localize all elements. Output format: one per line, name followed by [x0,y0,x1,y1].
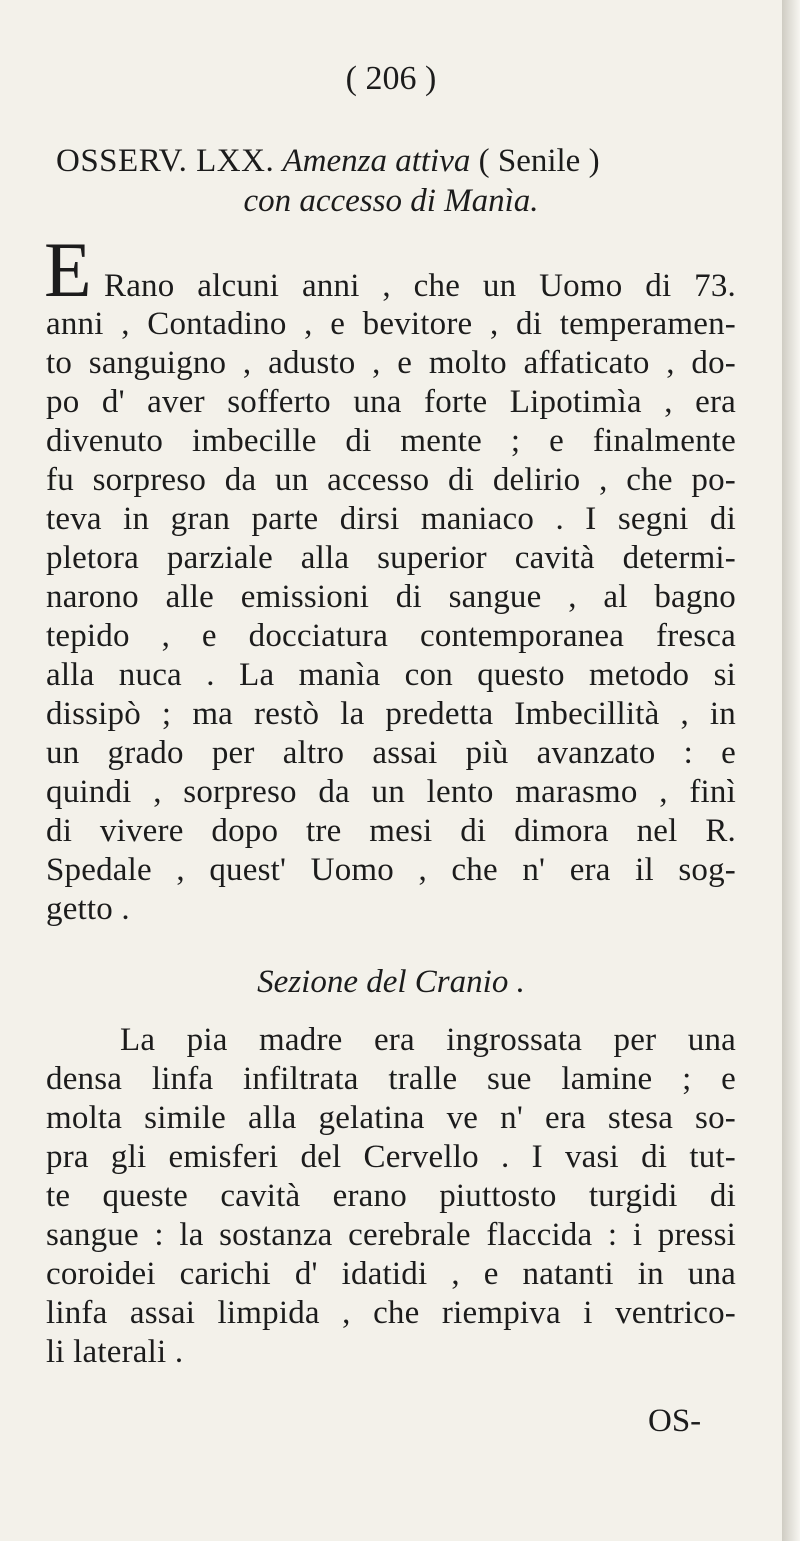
text-line: pletora parziale alla superior cavità determi- [46,540,736,576]
text-line: coroidei carichi d' idatidi , e natanti in una [46,1256,736,1292]
text-line: anni , Contadino , e bevitore , di temperamen- [46,306,736,342]
text-line: linfa assai limpida , che riempiva i ventrico- [46,1295,736,1331]
text-line: Spedale , quest' Uomo , che n' era il sog- [46,852,736,888]
text-line: te queste cavità erano piuttosto turgidi di [46,1178,736,1214]
text-line: narono alle emissioni di sangue , al bagno [46,579,736,615]
observation-subtitle: con accesso di Manìa. [243,183,539,219]
text-line: Rano alcuni anni , che un Uomo di 73. [104,268,736,304]
drop-cap: E [44,226,92,313]
text-line: teva in gran parte dirsi maniaco . I segni di [46,501,736,537]
text-line: di vivere dopo tre mesi di dimora nel R. [46,813,736,849]
page-number: ( 206 ) [345,60,437,97]
observation-heading [56,143,736,180]
text-line: getto . [46,891,130,927]
observation-number: OSSERV. LXX. [56,143,275,179]
text-line: li laterali . [46,1334,184,1370]
text-line: po d' aver sofferto una forte Lipotimìa , era [46,384,736,420]
text-line: divenuto imbecille di mente ; e finalmente [46,423,736,459]
section-title: Sezione del Cranio . [257,964,525,1000]
text-line: dissipò ; ma restò la predetta Imbecillità , in [46,696,736,732]
text-line: fu sorpreso da un accesso di delirio , che po- [46,462,736,498]
text-line: to sanguigno , adusto , e molto affaticato , do- [46,345,736,381]
text-line: La pia madre era ingrossata per una [120,1022,736,1058]
observation-diagnosis: Amenza attiva [282,143,471,179]
text-line: sangue : la sostanza cerebrale flaccida : i pressi [46,1217,736,1253]
text-line: pra gli emisferi del Cervello . I vasi di tut- [46,1139,736,1175]
page-edge [782,0,800,1541]
text-line: alla nuca . La manìa con questo metodo si [46,657,736,693]
text-line: densa linfa infiltrata tralle sue lamine ; e [46,1061,736,1097]
text-line: tepido , e docciatura contemporanea fresca [46,618,736,654]
text-line: molta simile alla gelatina ve n' era stesa so- [46,1100,736,1136]
catchword: OS- [648,1403,702,1439]
text-line: un grado per altro assai più avanzato : e [46,735,736,771]
observation-qualifier: ( Senile ) [478,143,600,179]
text-line: quindi , sorpreso da un lento marasmo , finì [46,774,736,810]
